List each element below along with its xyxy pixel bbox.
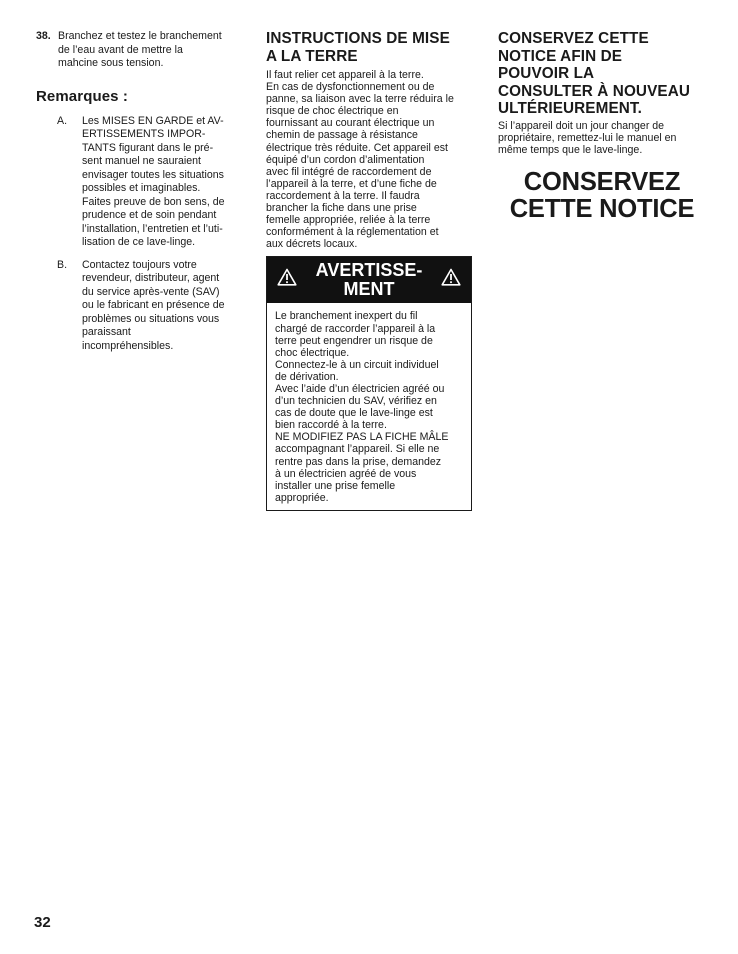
remark-line: envisager toutes les situations [82, 168, 224, 181]
body-line: avec fil intégré de raccordement de [266, 165, 432, 178]
right-column [498, 30, 706, 223]
step-38 [36, 30, 242, 71]
heading-line: A LA TERRE [266, 47, 358, 65]
remark-line: incompréhensibles. [82, 339, 174, 352]
body-line: Si l’appareil doit un jour changer de [498, 119, 665, 132]
left-column [36, 30, 242, 362]
remark-line: lisation de ce lave-linge. [82, 236, 196, 248]
warning-line: Avec l’aide d’un électricien agréé ou [275, 382, 445, 395]
heading-line: CONSULTER À NOUVEAU [498, 82, 690, 100]
keep-notice-text [498, 120, 706, 156]
keep-notice-banner [498, 169, 706, 223]
remark-letter: A. [57, 114, 68, 127]
remark-line: problèmes ou situations vous [82, 312, 220, 325]
remarks-heading: Remarques : [36, 87, 128, 105]
step-text-line: Branchez et testez le branchement [58, 30, 222, 42]
warning-line: accompagnant l’appareil. Si elle ne [275, 443, 440, 456]
warning-header [267, 257, 471, 303]
body-line: propriétaire, remettez-lui le manuel en [498, 131, 677, 144]
body-line: raccordement à la terre. Il faudra [266, 189, 420, 202]
step-text-line: de l’eau avant de mettre la [58, 43, 183, 56]
warning-line: d’un technicien du SAV, vérifiez en [275, 395, 437, 408]
body-line: femelle appropriée, reliée à la terre [266, 214, 431, 227]
body-line: brancher la fiche dans une prise [266, 202, 417, 215]
grounding-heading [266, 30, 472, 65]
remark-letter: B. [57, 258, 68, 271]
remark-line: possibles et imaginables. [82, 182, 201, 194]
remark-line: l’installation, l’entretien et l’uti- [82, 222, 223, 235]
warning-title-line: MENT [343, 279, 395, 300]
warning-body [267, 303, 471, 510]
warning-line: à un électricien agréé de vous [275, 467, 417, 480]
warning-line: appropriée. [275, 491, 329, 504]
remark-line: ERTISSEMENTS IMPOR- [82, 128, 206, 140]
heading-line: CONSERVEZ CETTE [498, 30, 649, 47]
warning-box [266, 256, 472, 511]
remark-line: Contactez toujours votre [82, 258, 197, 271]
heading-line: NOTICE AFIN DE [498, 47, 623, 65]
warning-line: NE MODIFIEZ PAS LA FICHE MÂLE [275, 431, 449, 444]
banner-line: CONSERVEZ [523, 167, 681, 196]
step-text-line: mahcine sous tension. [58, 57, 164, 69]
remark-b [36, 259, 242, 354]
warning-triangle-icon [277, 268, 297, 286]
remark-line: sent manuel ne sauraient [82, 155, 201, 167]
body-line: aux décrets locaux. [266, 238, 358, 251]
body-line: En cas de dysfonctionnement ou de [266, 81, 435, 94]
body-line: panne, sa liaison avec la terre réduira le [266, 93, 454, 106]
page-number: 32 [34, 914, 51, 931]
warning-line: rentre pas dans la prise, demandez [275, 455, 442, 468]
banner-line: CETTE NOTICE [509, 194, 695, 223]
warning-line: bien raccordé à la terre. [275, 419, 387, 432]
warning-line: Le branchement inexpert du fil [275, 310, 418, 323]
heading-line: INSTRUCTIONS DE MISE [266, 30, 450, 47]
warning-line: cas de doute que le lave-linge est [275, 407, 433, 420]
warning-line: Connectez-le à un circuit individuel [275, 358, 439, 371]
body-line: électrique très réduite. Cet appareil est [266, 141, 448, 154]
body-line: l’appareil à la terre, et d’une fiche de [266, 177, 437, 190]
warning-line: de dérivation. [275, 370, 339, 383]
step-number: 38. [36, 30, 51, 42]
middle-column [266, 30, 472, 511]
warning-line: installer une prise femelle [275, 479, 396, 492]
heading-line: POUVOIR LA [498, 65, 595, 82]
body-line: chemin de passage à résistance [266, 129, 418, 142]
remark-line: du service après-vente (SAV) [82, 285, 220, 298]
body-line: équipé d’un cordon d’alimentation [266, 153, 425, 166]
remark-line: ou le fabricant en présence de [82, 299, 225, 311]
warning-triangle-icon [441, 268, 461, 286]
body-line: fournissant au courant électrique un [266, 117, 435, 130]
body-line: risque de choc électrique en [266, 105, 399, 118]
body-line: même temps que le lave-linge. [498, 143, 643, 156]
grounding-text [266, 69, 472, 250]
warning-line: chargé de raccorder l’appareil à la [275, 322, 436, 335]
remark-line: paraissant [82, 326, 131, 338]
warning-title-line: AVERTISSE- [315, 260, 423, 281]
heading-line: ULTÉRIEUREMENT. [498, 100, 642, 117]
body-line: Il faut relier cet appareil à la terre. [266, 69, 424, 81]
remark-a [36, 115, 242, 250]
warning-title [307, 261, 431, 299]
remark-line: Faites preuve de bon sens, de [82, 195, 225, 208]
body-line: conformément à la réglementation et [266, 226, 439, 239]
remark-line: prudence et de soin pendant [82, 209, 217, 221]
warning-line: choc électrique. [275, 346, 350, 359]
keep-notice-heading [498, 30, 706, 118]
remark-line: Les MISES EN GARDE et AV- [82, 114, 224, 127]
remark-line: revendeur, distributeur, agent [82, 272, 220, 284]
remark-line: TANTS figurant dans le pré- [82, 141, 214, 154]
warning-line: terre peut engendrer un risque de [275, 334, 433, 347]
